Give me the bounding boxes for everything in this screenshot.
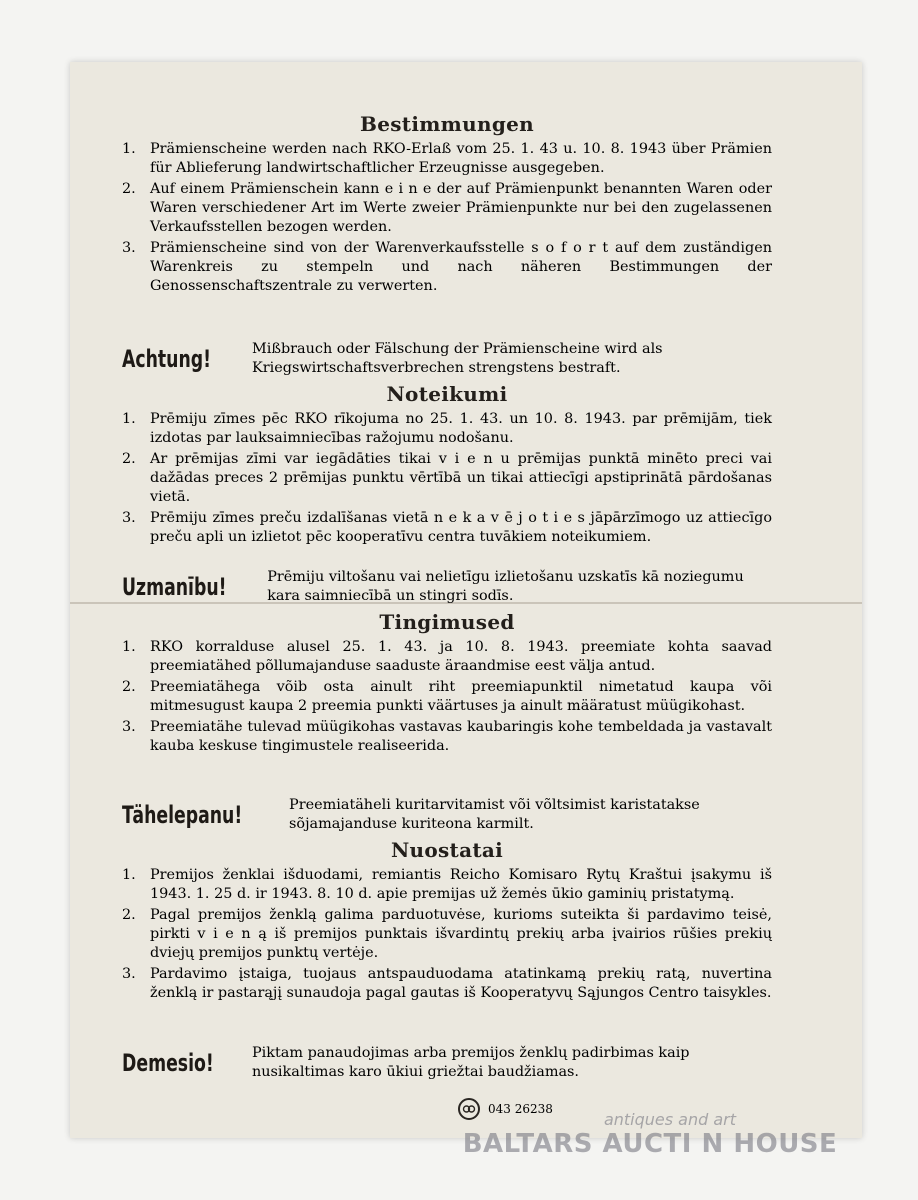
item-number: 3.: [122, 240, 136, 256]
list-item: [122, 718, 772, 756]
item-number: 2.: [122, 679, 136, 695]
list-item: [122, 866, 772, 904]
warning-label: Demesio!: [122, 1049, 214, 1077]
warning-german: [122, 340, 762, 378]
section-german: [122, 112, 772, 298]
item-number: 3.: [122, 966, 136, 982]
list-item: [122, 906, 772, 963]
warning-text: Mißbrauch oder Fälschung der Prämienscheine wird als Kriegswirtschaftsverbrechen strengstens bestraft.: [252, 341, 663, 376]
item-number: 1.: [122, 639, 136, 655]
warning-label: Tähelepanu!: [122, 801, 243, 829]
section-heading: Bestimmungen: [360, 112, 534, 136]
item-text: Pardavimo įstaiga, tuojaus antspauduodama atatinkamą prekių ratą, nuvertina ženklą ir pastarąjį sunaudoja pagal gautas iš Kooperatyvų Sąjungos Centro taisykles.: [150, 966, 772, 1001]
item-text: RKO korralduse alusel 25. 1. 43. ja 10. 8. 1943. preemiate kohta saavad preemiatähed põllumajanduse saaduste äraandmise eest välja antud.: [150, 639, 772, 674]
item-text: Preemiatähe tulevad müügikohas vastavas kaubaringis kohe tembeldada ja vastavalt kauba keskuse tingimustele realiseerida.: [150, 719, 772, 754]
section-lithuanian: [122, 838, 772, 1005]
item-number: 3.: [122, 719, 136, 735]
item-text: Prämienscheine werden nach RKO-Erlaß vom 25. 1. 43 u. 10. 8. 1943 über Prämien für Ablieferung landwirtschaftlicher Erzeugnisse ausgegeben.: [150, 141, 772, 176]
list-item: [122, 509, 772, 547]
item-number: 2.: [122, 181, 136, 197]
section-heading: Noteikumi: [386, 382, 508, 406]
item-text: Pagal premijos ženklą galima parduotuvėse, kurioms suteikta ši pardavimo teisė, pirkti v i e n ą iš premijos punktais išvardintų prekių arba įvairios rūšies prekių dviejų premijos punktų vertėje.: [150, 907, 772, 961]
list-item: [122, 410, 772, 448]
item-number: 1.: [122, 867, 136, 883]
item-text: Prēmiju zīmes preču izdalīšanas vietā n e k a v ē j o t i e s jāpārzīmogo uz attiecīgo preču apli un izlietot pēc kooperatīvu centra tuvākiem noteikumiem.: [150, 510, 772, 545]
warning-label: Achtung!: [122, 345, 212, 373]
list-item: [122, 140, 772, 178]
section-heading: Nuostatai: [390, 838, 504, 862]
item-text: Premijos ženklai išduodami, remiantis Reicho Komisaro Rytų Kraštui įsakymu iš 1943. 1. 25 d. ir 1943. 8. 10 d. apie premijas už žemės ūkio gaminių pristatymą.: [150, 867, 772, 902]
warning-text: Prēmiju viltošanu vai nelietīgu izlietošanu uzskatīs kā noziegumu kara saimniecībā un stingri sodīs.: [267, 569, 744, 604]
item-number: 2.: [122, 907, 136, 923]
item-text: Prämienscheine sind von der Warenverkaufsstelle s o f o r t auf dem zuständigen Warenkreis zu stempeln und nach näheren Bestimmungen der Genossenschaftszentrale zu verwerten.: [150, 240, 772, 294]
item-number: 1.: [122, 141, 136, 157]
section-estonian: [122, 610, 772, 758]
section-latvian: [122, 382, 772, 549]
item-text: Ar prēmijas zīmi var iegādāties tikai v i e n u prēmijas punktā minēto preci vai dažādas preces 2 prēmijas punktu vērtībā un tikai attiecīgi apstiprinātā pārdošanas vietā.: [150, 451, 772, 505]
watermark-tagline: antiques and art: [603, 1110, 737, 1129]
list-item: [122, 180, 772, 237]
warning-latvian: [122, 568, 762, 606]
auction-house-watermark: [440, 1110, 860, 1159]
list-item: [122, 239, 772, 296]
item-text: Prēmiju zīmes pēc RKO rīkojuma no 25. 1. 43. un 10. 8. 1943. par prēmijām, tiek izdotas par lauksaimniecības ražojumu nodošanu.: [150, 411, 772, 446]
list-item: [122, 450, 772, 507]
item-text: Preemiatähega võib osta ainult riht preemiapunktil nimetatud kaupa või mitmesugust kaupa 2 preemia punkti väärtuses ja ainult määratust müügikohast.: [150, 679, 772, 714]
warning-estonian: [122, 796, 762, 834]
list-item: [122, 678, 772, 716]
item-number: 2.: [122, 451, 136, 467]
warning-text: Piktam panaudojimas arba premijos ženklų padirbimas kaip nusikaltimas karo ūkiui griežtai baudžiamas.: [252, 1045, 690, 1080]
list-item: [122, 638, 772, 676]
item-number: 1.: [122, 411, 136, 427]
section-heading: Tingimused: [379, 610, 515, 634]
item-text: Auf einem Prämienschein kann e i n e der auf Prämienpunkt benannten Waren oder Waren verschiedener Art im Werte zweier Prämienpunkte nur bei den zugelassenen Verkaufsstellen bezogen werden.: [150, 181, 772, 235]
warning-text: Preemiatäheli kuritarvitamist või võltsimist karistatakse sõjamajanduse kuriteona karmilt.: [289, 797, 700, 832]
watermark-title: BALTARS AUCTI N HOUSE: [462, 1129, 838, 1159]
item-number: 3.: [122, 510, 136, 526]
serial-number: 043 26238: [488, 1102, 553, 1116]
warning-lithuanian: [122, 1044, 762, 1082]
warning-label: Uzmanību!: [122, 573, 227, 601]
list-item: [122, 965, 772, 1003]
